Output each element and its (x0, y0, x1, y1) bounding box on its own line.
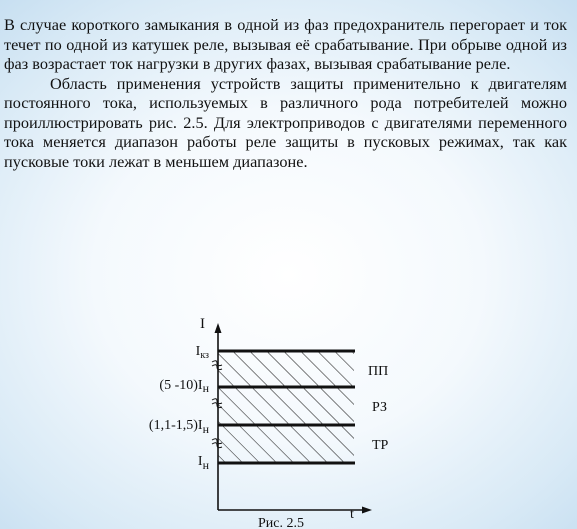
zone-label-pp: ПП (368, 364, 389, 379)
level-label-ikz: $I_{кз}$ (195, 344, 209, 361)
axis-break-3 (212, 399, 222, 404)
x-axis-label: t (350, 507, 354, 522)
axis-break-5 (212, 439, 222, 444)
zone-label-tr: ТР (372, 438, 389, 453)
zone-label-rz: РЗ (372, 400, 387, 415)
axis-break-4 (212, 403, 222, 408)
paragraph-1: В случае короткого замыкания в одной из фаз предохранитель перегорает и ток течет по одной из катушек реле, вызывая её срабатывание. При обрыве одной из фаз возрастает ток нагрузки в других фазах, вызывая срабатывание реле. (4, 15, 567, 73)
paragraph-2: Область применения устройств защиты применительно к двигателям постоянного тока, используемых в различного рода потребителей можно проиллюстрировать рис. 2.5. Для электроприводов с двигателями переменного тока меняется диапазон работы реле защиты в пусковых режимах, так как пусковые токи лежат в меньшем диапазоне. (4, 73, 567, 171)
body-text (4, 15, 567, 171)
y-axis-arrow (215, 323, 222, 333)
level-label-1-1.5: (1,1-1,5)Iн (148, 418, 209, 436)
axis-break-2 (212, 365, 222, 370)
x-axis-arrow (362, 507, 372, 514)
level-label-5-10: (5 -10)Iн (159, 378, 209, 395)
zone-band-rz (218, 387, 354, 425)
zone-band-tr (218, 425, 354, 463)
axis-break-6 (212, 443, 222, 448)
level-label-in: Iн (197, 454, 209, 472)
y-axis-label: I (200, 316, 205, 332)
axis-break-1 (212, 361, 222, 366)
zone-band-pp (218, 351, 354, 387)
figure-caption: Рис. 2.5 (258, 516, 304, 529)
